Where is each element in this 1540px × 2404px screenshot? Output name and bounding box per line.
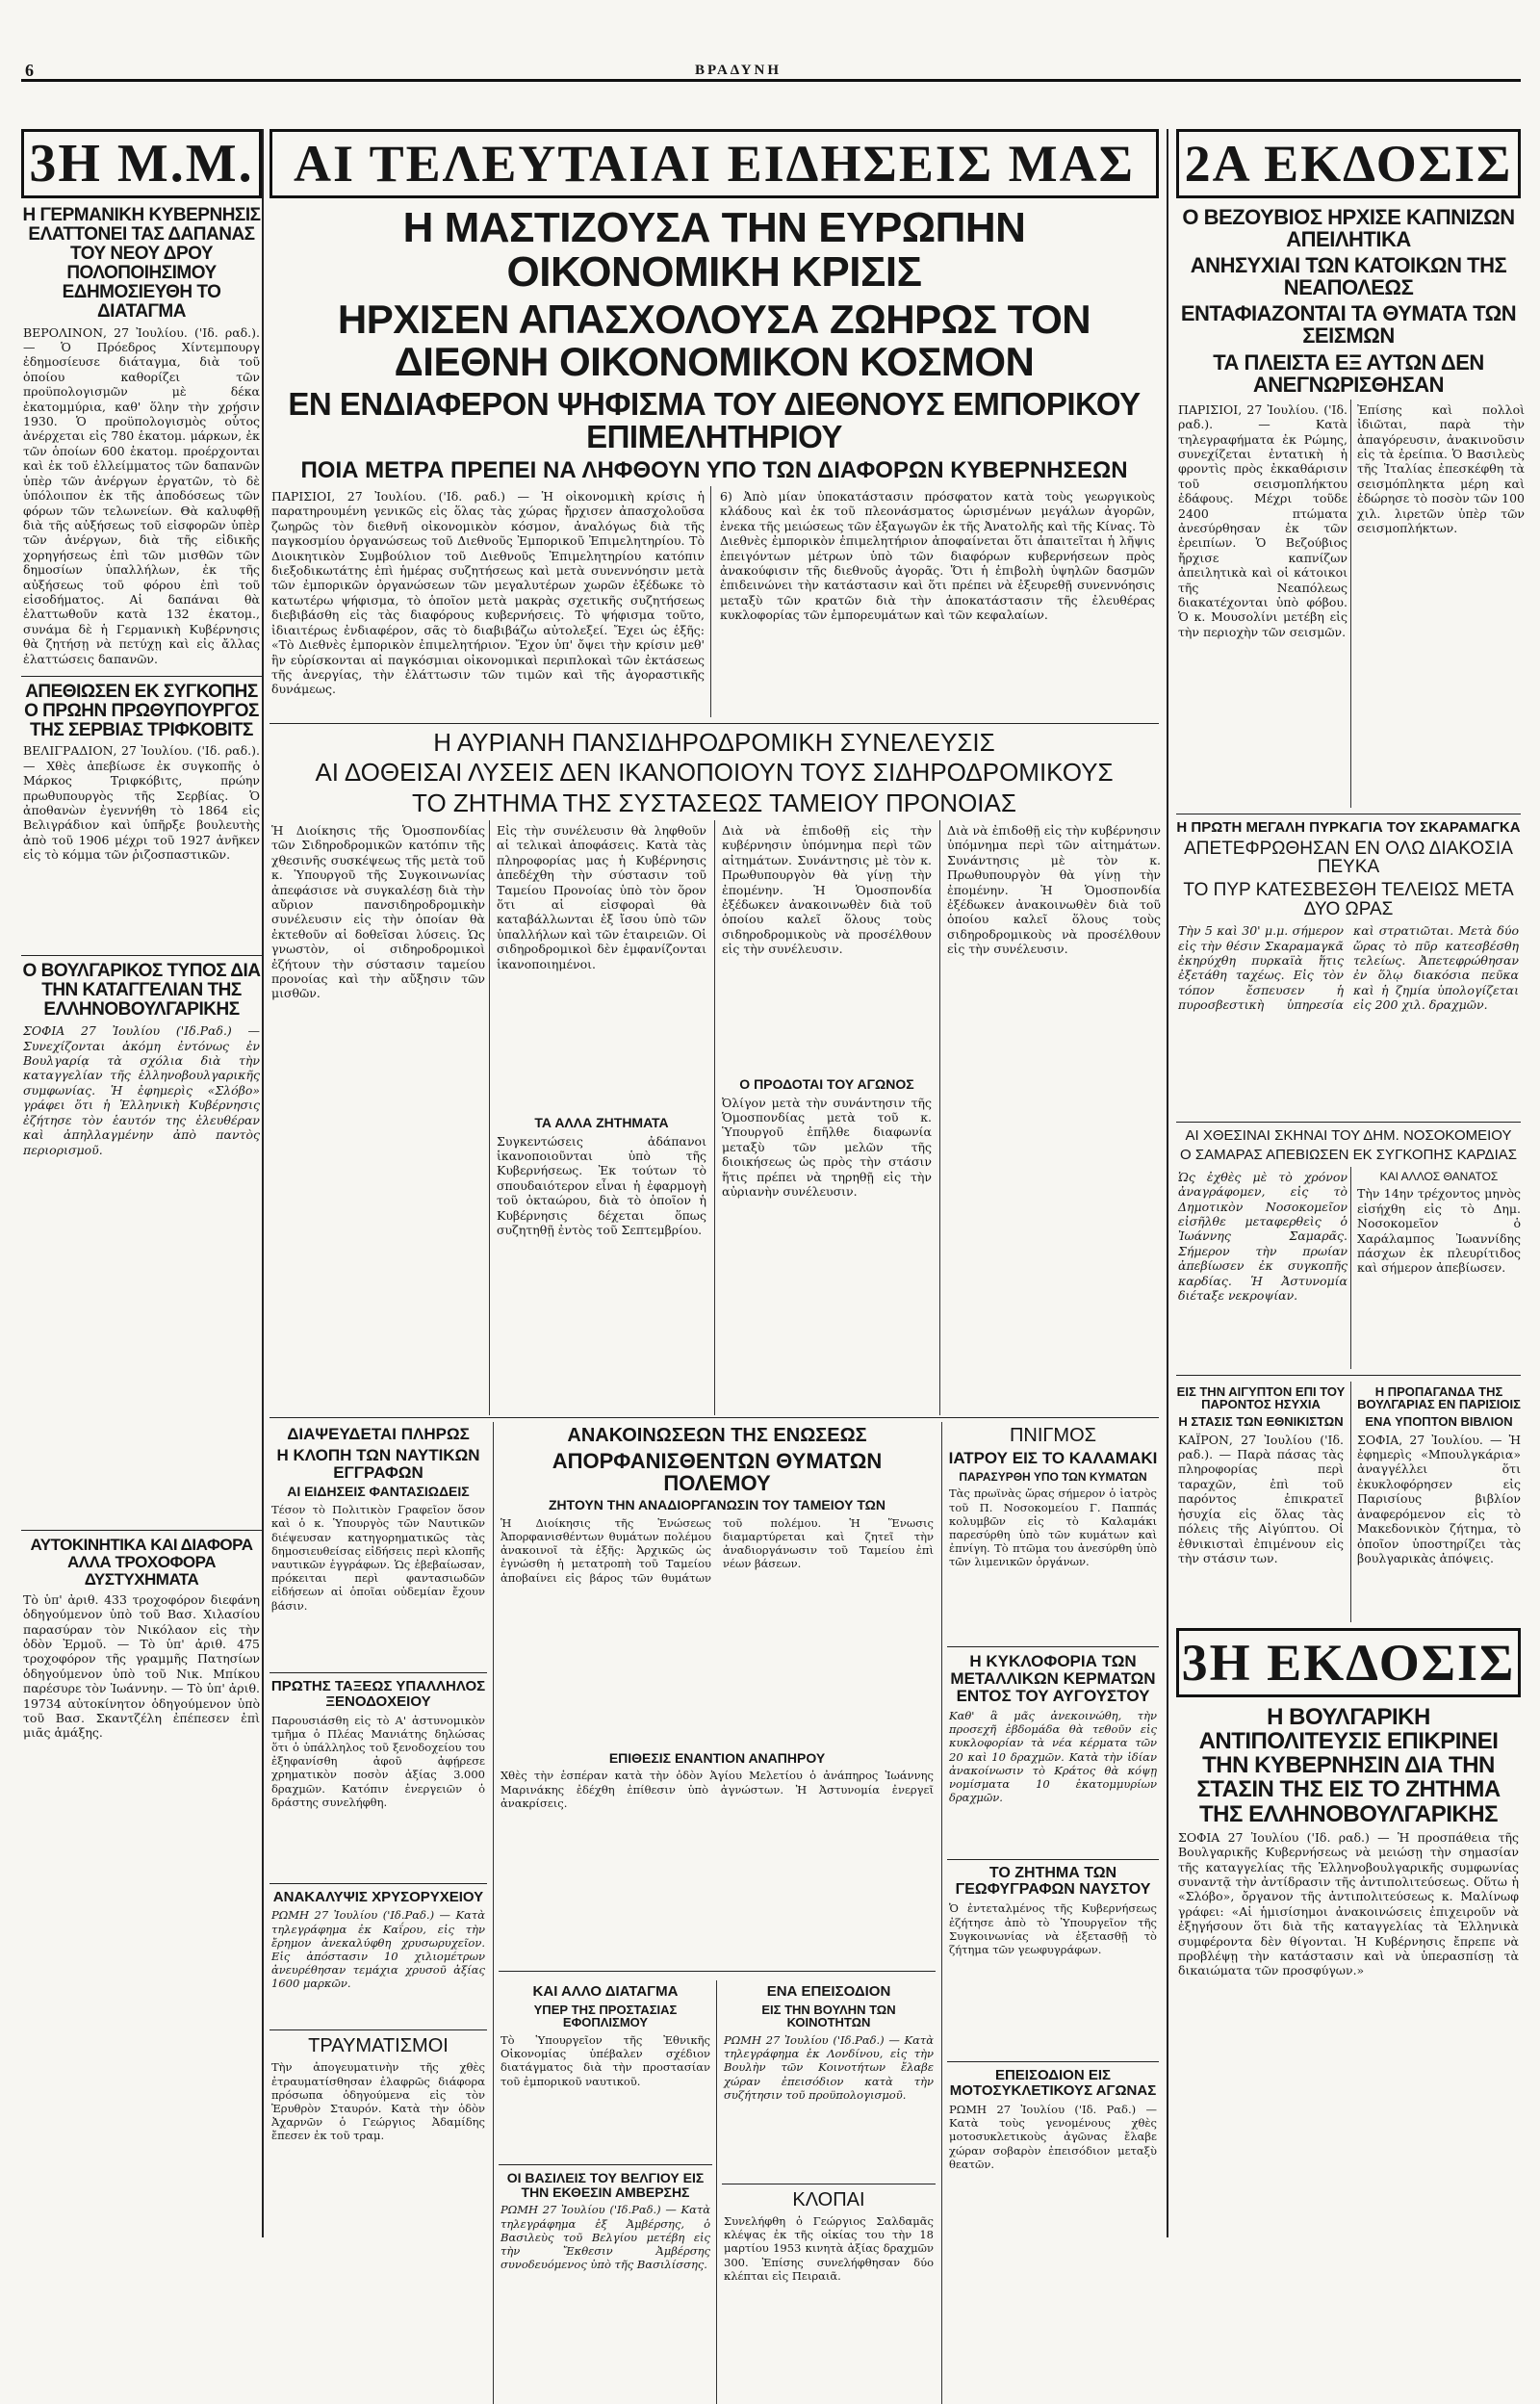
article-body: 6) Ἀπὸ μίαν ὑποκατάστασιν πρόσφατον κατὰ τοὺς γεωργικοὺς κλάδους καὶ ἐκ τοῦ πλεονάσματος ὡρισμένων μεγάλων ἀγορῶν, ἐνεκα τῆς μειώσεως τῶν ἐξαγωγῶν ἐκ τῆς Ἀνατολῆς καὶ τῆς Κίνας. Τὸ Διεθνὲς ἐμπορικὸν ἐπιμελητήριον ἀποφαίνεται ὅτι ἀπαιτεῖται ἡ λῆψις ἐπειγόντων μέτρων ὑπὸ τῶν διαφόρων κυβερνήσεων πρὸς ἀνακούφισιν τῆς διεθνοῦς ἀγορᾶς. Ὅτι ἡ ἐπιβολὴ ὑψηλῶν δασμῶν ἐπιδεινώνει τὴν κατάστασιν καὶ ὅτι πρέπει νὰ ἐξευρεθῇ συνεννόησις μεταξὺ τῶν κρατῶν διὰ τὴν ἀποκατάστασιν τῆς ἐλευθέρας κυκλοφορίας τῶν ἐμπορευμάτων καὶ τῶν κεφαλαίων. [720,489,1155,623]
divider [1350,1167,1351,1369]
section-headline: ΑΙ ΔΟΘΕΙΣΑΙ ΛΥΣΕΙΣ ΔΕΝ ΙΚΑΝΟΠΟΙΟΥΝ ΤΟΥΣ ΣΙΔΗΡΟΔΡΟΜΙΚΟΥΣ [315,758,1114,788]
article-headline: Η ΚΛΟΠΗ ΤΩΝ ΝΑΥΤΙΚΩΝ ΕΓΓΡΑΦΩΝ [276,1445,480,1482]
article-headline: Η ΓΕΡΜΑΝΙΚΗ ΚΥΒΕΡΝΗΣΙΣ ΕΛΑΤΤΟΝΕΙ ΤΑΣ ΔΑΠΑΝΑΣ ΤΟΥ ΝΕΟΥ ΔΡΟΥ ΠΟΛΟΠΟΙΗΣΙΜΟΥ ΕΔΗΜΟΣΙΕΥΘΗ ΤΟ ΔΙΑΤΑΓΜΑ [22,205,261,322]
hospital-article [1176,1167,1521,1369]
section-headline: Η ΑΥΡΙΑΝΗ ΠΑΝΣΙΔΗΡΟΔΡΟΜΙΚΗ ΣΥΝΕΛΕΥΣΙΣ [433,728,995,758]
article-body: Τὴν 14ην τρέχοντος μηνὸς εἰσήχθη εἰς τὸ Δημ. Νοσοκομεῖον ὁ Χαράλαμπος Ἰωαννίδης πάσχων ἐκ πλευρίτιδος καὶ σήμερον ἀπεβίωσεν. [1357,1186,1521,1276]
article-body: Τὸ Ὑπουργεῖον τῆς Ἐθνικῆς Οἰκονομίας ὑπέβαλεν σχέδιον διατάγματος διὰ τὴν προστασίαν τοῦ ἐμπορικοῦ ναυτικοῦ. [500,2032,710,2088]
article-headline: Η ΠΡΩΤΗ ΜΕΓΑΛΗ ΠΥΡΚΑΓΙΑ ΤΟΥ ΣΚΑΡΑΜΑΓΚΑ [1176,818,1521,836]
article-column [947,1422,1159,2394]
article-column [270,1422,487,2394]
article-body: Διὰ νὰ ἐπιδοθῇ εἰς τὴν κυβέρνησιν ὑπόμνημα περὶ τῶν αἰτημάτων. Συνάντησις μὲ τὸν κ. Πρωθυπουργὸν θὰ γίνῃ τὴν ἐπομένην. Ἡ Ὁμοσπονδία ἐξέδωκεν ἀνακοινωθὲν διὰ τοῦ ὁποίου καλεῖ ὅλους τοὺς σιδηροδρομικοὺς νὰ προσέλθουν εἰς τὴν συνέλευσιν. [722,822,932,957]
article-column [720,820,934,1408]
article-body: ΣΟΦΙΑ 27 Ἰουλίου ('Ιδ.Ραδ.) — Συνεχίζονται ἀκόμη ἐντόνως ἐν Βουλγαρίᾳ τὰ σχόλια διὰ τὴν καταγγελίαν τῆς ἑλληνοβουλγαρικῆς συμφωνίας. Ἡ ἐφημερὶς «Σλόβο» γράφει ὅτι ἡ Ἑλληνικὴ Κυβέρνησις ἐζήτησε τὸν ἑαυτόν της ἐλευθέραν καὶ ἀπηλλαγμένην ἀπὸ παντὸς περιορισμοῦ. [23,1023,260,1157]
article-body: Συγκεντώσεις ἀδάπανοι ἱκανοποιοῦνται ὑπὸ τῆς Κυβερνήσεως. Ἐκ τούτων τὸ σπουδαιότερον εἶναι ἡ ἐφαρμογὴ τοῦ ὀκταώρου, διὰ τὸ ὁποῖον ἡ Κυβέρνησις δέχεται ὅπως συζητηθῇ ἐντὸς τοῦ Σεπτεμβρίου. [497,1133,706,1238]
article-headline: ΑΠΟΡΦΑΝΙΣΘΕΝΤΩΝ ΘΥΜΑΤΩΝ ΠΟΛΕΜΟΥ [552,1448,883,1496]
divider [493,1422,494,2404]
article-body: ΚΑΪΡΟΝ, 27 Ἰουλίου ('Ιδ. ραδ.). — Παρὰ πάσας τὰς πληροφορίας περὶ ταραχῶν, ἐπὶ τοῦ παρόντος ἐπικρατεῖ ἡσυχία εἰς ὅλας τὰς πόλεις τῆς Αἰγύπτου. Οἱ ἐθνικισταὶ ἐπιμένουν εἰς τὴν στάσιν των. [1178,1432,1344,1565]
article-headline: ΤΑ ΠΛΕΙΣΤΑ ΕΞ ΑΥΤΩΝ ΔΕΝ ΑΝΕΓΝΩΡΙΣΘΗΣΑΝ [1213,349,1484,397]
article-headline: ΕΝΤΑΦΙΑΖΟΝΤΑΙ ΤΑ ΘΥΜΑΤΑ ΤΩΝ ΣΕΙΣΜΩΝ [1180,301,1517,349]
divider [270,1672,487,1673]
article-subhead: ΕΠΙΘΕΣΙΣ ΕΝΑΝΤΙΟΝ ΑΝΑΠΗΡΟΥ [608,1749,826,1766]
article-headline: ΔΙΑΨΕΥΔΕΤΑΙ ΠΛΗΡΩΣ [287,1424,470,1443]
divider [1176,1375,1521,1376]
article-body: ΡΩΜΗ 27 Ἰουλίου ('Ιδ.Ραδ.) — Κατὰ τηλεγράφημα ἐκ Λονδίνου, εἰς τὴν Βουλὴν τῶν Κοινοτήτων ἔλαβε χώραν ἐπεισόδιον κατὰ τὴν συζήτησιν τοῦ προϋπολογισμοῦ. [724,2032,934,2102]
article-body: ΒΕΡΟΛΙΝΟΝ, 27 Ἰουλίου. ('Ιδ. ραδ.). — Ὁ Πρόεδρος Χίντεμπουργ ἐδημοσίευσε διάταγμα, διὰ τοῦ ὁποίου καθορίζει τῶν προϋπολογισμῶν μὲ δέκα ἐκατομμύρια, καθ' ὅλην τὴν χρήσιν 1930. Ὁ προϋπολογισμὸς οὗτος ἀνέρχεται εἰς 780 ἑκατομ. μάρκων, ἐκ τῶν ὁποίων 600 ἑκατομ. προέρχονται καὶ ἐκ τοῦ ἐλλείμματος τῶν δαπανῶν ὑπὲρ τῶν ἀνέργων ἐργατῶν, τὸ δὲ ὑπόλοιπον ἐκ τῆς ἀποδόσεως τῶν φόρων τῶν τελωνείων. Θὰ καλυφθῇ διὰ τῆς αὐξήσεως τοῦ εἰσφορῶν ὑπὲρ τῶν ἀνέργων, διὰ τῆς εἰδικῆς χορηγήσεως ἐπὶ τῶν μισθῶν τῶν δημοσίων ὑπαλλήλων, ἐκ τῆς αὐξήσεως τοῦ φόρου ἐπὶ τοῦ εἰσοδήματος. Αἱ δαπάναι θὰ ἐλαττωθοῦν κατὰ 132 ἑκατομ., συνάμα δὲ ἡ Γερμανικὴ Κυβέρνησις θὰ ζητήσῃ νὰ πετύχῃ καὶ εἰς ἄλλας ἐλαττώσεις δαπανῶν. [23,324,260,666]
divider [21,1530,262,1531]
edition-box: 3Η Μ.Μ. [21,129,262,198]
divider [714,820,715,1415]
article-headline: ΠΡΩΤΗΣ ΤΑΞΕΩΣ ΥΠΑΛΛΗΛΟΣ ΞΕΝΟΔΟΧΕΙΟΥ [270,1678,486,1710]
article-body: Εἰς τὴν συνέλευσιν θὰ ληφθοῦν αἱ τελικαὶ ἀποφάσεις. Κατὰ τὰς πληροφορίας μας ἡ Κυβέρνησις ἀπεδέχθη τὴν σύστασιν τοῦ Ταμείου Προνοίας ὑπὸ τὸν ὅρον ὅτι αἱ εἰσφοραὶ θὰ καταβάλλωνται ἐξ ἴσου ὑπὸ τῶν ὑπαλλήλων καὶ τῶν ἑταιρειῶν. Οἱ σιδηροδρομικοὶ δὲν ἐμφανίζονται ἱκανοποιημένοι. [497,822,706,971]
article-body: ΡΩΜΗ 27 Ἰουλίου ('Ιδ. Ραδ.) — Κατὰ τοὺς γενομένους χθὲς μοτοσυκλετικοὺς ἀγῶνας ἔλαβε χώραν σοβαρὸν ἐπεισόδιον μεταξὺ θεατῶν. [949,2102,1157,2171]
center-column [270,129,1161,2283]
article-subhead: ΤΑ ΑΛΛΑ ΖΗΤΗΜΑΤΑ [534,1114,669,1130]
divider [710,486,711,717]
article-body: ΡΩΜΗ 27 Ἰουλίου ('Ιδ.Ραδ.) — Κατὰ τηλεγράφημα ἐξ Ἀμβέρσης, ὁ Βασιλεὺς τοῦ Βελγίου μετέβη εἰς τὴν Ἔκθεσιν Ἀμβέρσης συνοδευόμενος ὑπὸ τῆς Βασιλίσσης. [500,2203,710,2272]
article-body: Ὀλίγον μετὰ τὴν συνάντησιν τῆς Ὁμοσπονδίας μετὰ τοῦ κ. Ὑπουργοῦ ἐπῆλθε διαφωνία μεταξὺ τῶν μελῶν τῆς διοικήσεως ὡς πρὸς τὴν στάσιν ἥτις πρέπει νὰ τηρηθῇ εἰς τὴν αὐριανὴν συνέλευσιν. [722,1095,932,1200]
article-column [499,1980,712,2394]
short-news-block [1176,1382,1521,1622]
article-headline: ΑΝΑΚΟΙΝΩΣΕΩΝ ΤΗΣ ΕΝΩΣΕΩΣ [567,1424,867,1446]
divider [1350,1382,1351,1622]
article-body: Ἐπίσης καὶ πολλοὶ ἰδιῶται, παρὰ τὴν ἀπαγόρευσιν, ἀνακινοῦσιν εἰς τὰ ἐρείπια. Ὁ Βασιλεὺς τῆς Ἰταλίας ἐπεσκέφθη τὰ σεισμόπληκτα μέρη καὶ ἐδώρησε τὸ ποσὸν τῶν 100 χιλ. λιρετῶν ὑπὲρ τῶν σεισμοπλήκτων. [1357,401,1525,535]
article-headline: ΑΝΑΚΑΛΥΨΙΣ ΧΡΥΣΟΡΥΧΕΙΟΥ [272,1888,484,1905]
article-headline: ΚΑΙ ΑΛΛΟ ΔΙΑΤΑΓΜΑ [532,1982,679,2000]
article-subhead: ΕΝΑ ΥΠΟΠΤΟΝ ΒΙΒΛΙΟΝ [1365,1414,1513,1430]
masthead [21,61,1521,99]
article-headline: ΚΛΟΠΑΙ [792,2188,865,2210]
article-headline: Ο ΣΑΜΑΡΑΣ ΑΠΕΒΙΩΣΕΝ ΕΚ ΣΥΓΚΟΠΗΣ ΚΑΡΔΙΑΣ [1179,1147,1518,1163]
article-subhead: Η ΣΤΑΣΙΣ ΤΩΝ ΕΘΝΙΚΙΣΤΩΝ [1178,1414,1344,1430]
vesuvius-article [1176,400,1525,808]
article-headline: ΤΟ ΖΗΤΗΜΑ ΤΩΝ ΓΕΩΦΥΓΡΑΦΩΝ ΝΑΥΣΤΟΥ [955,1864,1151,1898]
divider [489,820,490,1415]
article-headline: Η ΠΡΟΠΑΓΑΝΔΑ ΤΗΣ ΒΟΥΛΓΑΡΙΑΣ ΕΝ ΠΑΡΙΣΙΟΙΣ [1357,1383,1521,1412]
article-body: Τὴν ἀπογευματινὴν τῆς χθὲς ἐτραυματίσθησαν ἐλαφρῶς διάφορα πρόσωπα ὁδηγούμενα εἰς τὸν Ἐρυθρὸν Σταυρόν. Κατὰ τὴν ὁδὸν Ἀχαρνῶν ὁ Γεώργιος Ἀδαμίδης ἔπεσεν ἐκ τοῦ τραμ. [271,2060,485,2143]
article-body: ΠΑΡΙΣΙΟΙ, 27 Ἰουλίου. ('Ιδ. ραδ.). — Κατὰ τηλεγραφήματα ἐκ Ρώμης, συνεχίζεται ἐντατικὴ ἡ φροντὶς πρὸς ἐκκαθάρισιν τοῦ σεισμοπλήκτου ἐδάφους. Μέχρι τοῦδε 2400 πτώματα ἀνεσύρθησαν ἐκ τῶν ἐρειπίων. Ὁ Βεζούβιος ἤρχισε καπνίζων ἀπειλητικὰ καὶ οἱ κάτοικοι τῆς Νεαπόλεως διακατέχονται ὑπὸ φόβου. Ὁ κ. Μουσολίνι μετέβη εἰς τὴν περιοχὴν τῶν σεισμῶν. [1178,401,1348,639]
edition-box: 2Α ΕΚΔΟΣΙΣ [1176,129,1521,198]
article-subhead: ΖΗΤΟΥΝ ΤΗΝ ΑΝΑΔΙΟΡΓΑΝΩΣΙΝ ΤΟΥ ΤΑΜΕΙΟΥ ΤΩΝ [549,1497,886,1513]
lead-subheadline: ΗΡΧΙΣΕΝ ΑΠΑΣΧΟΛΟΥΣΑ ΖΩΗΡΩΣ ΤΟΝ ΔΙΕΘΝΗ ΟΙΚΟΝΟΜΙΚΟΝ ΚΟΣΜΟΝ [337,297,1091,385]
railway-article [270,820,1159,1415]
left-column [21,129,264,2237]
article-headline: Η ΒΟΥΛΓΑΡΙΚΗ ΑΝΤΙΠΟΛΙΤΕΥΣΙΣ ΕΠΙΚΡΙΝΕΙ ΤΗΝ ΚΥΒΕΡΝΗΣΙΝ ΔΙΑ ΤΗΝ ΣΤΑΣΙΝ ΤΗΣ ΕΙΣ ΤΟ ΖΗΤΗΜΑ ΤΗΣ ΕΛΛΗΝΟΒΟΥΛΓΑΡΙΚΗΣ [1196,1703,1501,1827]
article-headline: ΤΡΑΥΜΑΤΙΣΜΟΙ [308,2035,449,2057]
article-headline: ΕΝΑ ΕΠΕΙΣΟΔΙΟΝ [766,1982,891,2000]
article-body: Τὴν 5 καὶ 30' μ.μ. σήμερον εἰς τὴν θέσιν Σκαραμαγκᾶ ἐκηρύχθη πυρκαϊὰ ἥτις ἐξετάθη ταχέως. Εἰς τὸν τόπον ἔσπευσεν ἡ πυροσβεστικὴ ὑπηρεσία καὶ στρατιῶται. Μετὰ δύο ὥρας τὸ πῦρ κατεσβέσθη τελείως. Ἀπετεφρώθησαν ἐν ὅλῳ διακόσια πεῦκα καὶ ἡ ζημία ὑπολογίζεται εἰς 200 χιλ. δραχμῶν. [1178,923,1519,1013]
article-headline: ΤΟ ΠΥΡ ΚΑΤΕΣΒΕΣΘΗ ΤΕΛΕΙΩΣ ΜΕΤΑ ΔΥΟ ΩΡΑΣ [1183,880,1514,920]
section-headline: ΤΟ ΖΗΤΗΜΑ ΤΗΣ ΣΥΣΤΑΣΕΩΣ ΤΑΜΕΙΟΥ ΠΡΟΝΟΙΑΣ [412,788,1016,817]
lead-article [270,486,1159,717]
article-subhead: ΠΑΡΑΣΥΡΘΗ ΥΠΟ ΤΩΝ ΚΥΜΑΤΩΝ [959,1469,1147,1484]
article-body: ΣΟΦΙΑ, 27 Ἰουλίου. — Ἡ ἐφημερὶς «Μπουλγκάρια» ἀναγγέλλει ὅτι ἐκυκλοφόρησεν εἰς Παρισίους βιβλίον ἀναφερόμενον εἰς τὸ Μακεδονικὸν ζήτημα, τὸ ὁποῖον ὑποστηρίζει τὰς βουλγαρικὰς ἀπόψεις. [1357,1432,1521,1565]
article-body: Χθὲς τὴν ἑσπέραν κατὰ τὴν ὁδὸν Ἀγίου Μελετίου ὁ ἀνάπηρος Ἰωάννης Μαρινάκης ἐδέχθη ἐπίθεσιν ὑπὸ ἀγνώστων. Ἡ Ἀστυνομία ἐνεργεῖ ἀνακρίσεις. [500,1769,934,1810]
divider [270,723,1159,724]
lead-subheadline: ΕΝ ΕΝΔΙΑΦΕΡΟΝ ΨΗΦΙΣΜΑ ΤΟΥ ΔΙΕΘΝΟΥΣ ΕΜΠΟΡΙΚΟΥ ΕΠΙΜΕΛΗΤΗΡΙΟΥ [288,385,1141,455]
lead-headline: Η ΜΑΣΤΙΖΟΥΣΑ ΤΗΝ ΕΥΡΩΠΗΝ ΟΙΚΟΝΟΜΙΚΗ ΚΡΙΣΙΣ [402,204,1026,297]
article-body: Καθ' ἃ μᾶς ἀνεκοινώθη, τὴν προσεχῆ ἐβδομάδα θὰ τεθοῦν εἰς κυκλοφορίαν τὰ νέα κέρματα τῶν 20 καὶ 10 δραχμῶν. Κατὰ τὴν ἰδίαν ἀνακοίνωσιν τὸ Κράτος θὰ κόψῃ νομίσματα 10 ἑκατομμυρίων δραχμῶν. [949,1708,1157,1805]
article-headline: ΠΝΙΓΜΟΣ [1009,1424,1097,1446]
divider [939,820,940,1415]
article-body: Τὸ ὑπ' ἀριθ. 433 τροχοφόρον διεφάνη ὁδηγούμενον ὑπὸ τοῦ Βασ. Χιλασίου παρασύραν τὸν Νικόλαον εἰς τὴν ὁδὸν Ἐρμοῦ. — Τὸ ὑπ' ἀριθ. 475 τροχοφόρον τῆς γραμμῆς Πατησίων ὁδηγούμενον ὑπὸ τοῦ Νικ. Μπίκου παρέσυρε τὸν Ἰωάννην. — Τὸ ὑπ' ἀριθ. 19734 αὐτοκίνητον ὁδηγούμενον ὑπὸ τοῦ Βασ. Σκαντζέλη ἐπέπεσεν ἐπὶ μιᾶς ἁμάξης. [23,1591,260,1741]
article-headline: Ο ΒΕΖΟΥΒΙΟΣ ΗΡΧΙΣΕ ΚΑΠΝΙΖΩΝ ΑΠΕΙΛΗΤΙΚΑ [1182,205,1515,252]
article-column [495,820,708,1408]
divider [947,2061,1159,2062]
article-headline: ΙΑΤΡΟΥ ΕΙΣ ΤΟ ΚΑΛΑΜΑΚΙ [948,1448,1158,1467]
article-body: Τέσον τὸ Πολιτικὸν Γραφεῖον ὅσον καὶ ὁ κ. Ὑπουργὸς τῶν Ναυτικῶν διέψευσαν κατηγορηματικῶς τὰς δημοσιευθείσας εἰδήσεις περὶ κλοπῆς ναυτικῶν ἐγγράφων. Ὡς ἐβεβαίωσαν, πρόκειται περὶ φαντασιωδῶν εἰδήσεων αἱ ὁποῖαι οὐδεμίαν ἔχουν βάσιν. [271,1503,485,1613]
divider [21,955,262,956]
article-body: Διὰ νὰ ἐπιδοθῇ εἰς τὴν κυβέρνησιν ὑπόμνημα περὶ τῶν αἰτημάτων. Συνάντησις μὲ τὸν κ. Πρωθυπουργὸν θὰ γίνῃ τὴν ἐπομένην. Ἡ Ὁμοσπονδία ἐξέδωκεν ἀνακοινωθὲν διὰ τοῦ ὁποίου καλεῖ ὅλους τοὺς σιδηροδρομικοὺς νὰ προσέλθουν εἰς τὴν συνέλευσιν. [947,822,1161,957]
article-body: Ὁ ἐντεταλμένος τῆς Κυβερνήσεως ἐζήτησε ἀπὸ τὸ Ὑπουργεῖον τῆς Συγκοινωνίας νὰ ἐξετασθῇ τὸ ζήτημα τῶν γεωφυγράφων. [949,1901,1157,1957]
center-lower-block [270,1422,1159,2404]
article-headline: ΕΠΕΙΣΟΔΙΟΝ ΕΙΣ ΜΟΤΟΣΥΚΛΕΤΙΚΟΥΣ ΑΓΩΝΑΣ [949,2067,1157,2100]
article-column [722,1980,936,2394]
divider [1350,400,1351,808]
edition-box: 3Η ΕΚΔΟΣΙΣ [1176,1628,1521,1697]
page-columns [21,129,1525,2283]
article-headline: Η ΚΥΚΛΟΦΟΡΙΑ ΤΩΝ ΜΕΤΑΛΛΙΚΩΝ ΚΕΡΜΑΤΩΝ ΕΝΤΟΣ ΤΟΥ ΑΥΓΟΥΣΤΟΥ [950,1652,1156,1706]
masthead-title: ΒΡΑΔΥΝΗ [695,63,783,78]
divider [716,1980,717,2404]
article-subhead: ΚΑΙ ΑΛΛΟΣ ΘΑΝΑΤΟΣ [1379,1169,1499,1183]
divider [21,676,262,677]
divider [941,1422,942,2404]
divider [270,1883,487,1884]
article-body: ΡΩΜΗ 27 Ἰουλίου ('Ιδ.Ραδ.) — Κατὰ τηλεγράφημα ἐκ Καΐρου, εἰς τὴν ἔρημον ἀνεκαλύφθη χρυσωρυχεῖον. Εἰς ἀπόστασιν 10 χιλιομέτρων ἀνευρέθησαν τεμάχια χρυσοῦ ἀξίας 1600 μαρκῶν. [271,1908,485,1991]
article-column [1355,1167,1523,1365]
divider [270,2029,487,2030]
lead-subheadline: ΠΟΙΑ ΜΕΤΡΑ ΠΡΕΠΕΙ ΝΑ ΛΗΦΘΟΥΝ ΥΠΟ ΤΩΝ ΔΙΑΦΟΡΩΝ ΚΥΒΕΡΝΗΣΕΩΝ [300,456,1128,483]
divider [947,1646,1159,1647]
article-body: Παρουσιάσθη εἰς τὸ Α' ἀστυνομικὸν τμῆμα ὁ Πλέας Μανιάτης δηλώσας ὅτι ὁ ὑπάλληλος τοῦ ξενοδοχείου του ἐξηφανίσθη ἀφοῦ ἀφῄρεσε χρηματικὸν ποσὸν ἀξίας 3.000 δραχμῶν. Κατόπιν ἐνεργειῶν ὁ δράστης συνελήφθη. [271,1713,485,1809]
article-column [499,1422,936,1961]
article-body: Ἡ Διοίκησις τῆς Ἑνώσεως Ἀπορφανισθέντων θυμάτων πολέμου ἀνακοινοῖ τὰ ἑξῆς: Ἀρχικῶς ὡς ἐγνώσθη ἡ μετατροπὴ τοῦ Ταμείου ἀποβαίνει εἰς βάρος τῶν θυμάτων τοῦ πολέμου. Ἡ Ἕνωσις διαμαρτύρεται καὶ ζητεῖ τὴν ἀναδιοργάνωσιν τοῦ Ταμείου ἐπὶ νέων βάσεων. [500,1515,934,1585]
page-number: 6 [25,61,34,80]
article-column [1355,1382,1523,1618]
article-headline: ΑΠΕΘΙΩΣΕΝ ΕΚ ΣΥΓΚΟΠΗΣ Ο ΠΡΩΗΝ ΠΡΩΘΥΠΟΥΡΓΟΣ ΤΗΣ ΣΕΡΒΙΑΣ ΤΡΙΦΚΟΒΙΤΣ [24,681,259,740]
article-subhead: Ο ΠΡΟΔΟΤΑΙ ΤΟΥ ΑΓΩΝΟΣ [739,1075,914,1092]
article-headline: Ο ΒΟΥΛΓΑΡΙΚΟΣ ΤΥΠΟΣ ΔΙΑ ΤΗΝ ΚΑΤΑΓΓΕΛΙΑΝ ΤΗΣ ΕΛΛΗΝΟΒΟΥΛΓΑΡΙΚΗΣ [22,961,261,1021]
article-column [1176,1382,1346,1618]
article-headline: ΑΥΤΟΚΙΝΗΤΙΚΑ ΚΑΙ ΔΙΑΦΟΡΑ ΑΛΛΑ ΤΡΟΧΟΦΟΡΑ ΔΥΣΤΥΧΗΜΑΤΑ [30,1536,253,1589]
article-headline: ΕΙΣ ΤΗΝ ΑΙΓΥΠΤΟΝ ΕΠΙ ΤΟΥ ΠΑΡΟΝΤΟΣ ΗΣΥΧΙΑ [1176,1383,1346,1412]
divider [1176,1122,1521,1123]
article-subhead: ΑΙ ΕΙΔΗΣΕΙΣ ΦΑΝΤΑΣΙΩΔΕΙΣ [287,1484,470,1500]
article-headline: ΑΙ ΧΘΕΣΙΝΑΙ ΣΚΗΝΑΙ ΤΟΥ ΔΗΜ. ΝΟΣΟΚΟΜΕΙΟΥ [1185,1127,1512,1145]
article-headline: ΑΠΕΤΕΦΡΩΘΗΣΑΝ ΕΝ ΟΛΩ ΔΙΑΚΟΣΙΑ ΠΕΥΚΑ [1184,838,1513,878]
article-body: Συνελήφθη ὁ Γεώργιος Σαλδαμᾶς κλέψας ἐκ τῆς οἰκίας του τὴν 18 μαρτίου 1953 κινητὰ ἀξίας δραχμῶν 300. Ἐπίσης συνελήφθησαν δύο κλέπται εἰς Πειραιᾶ. [724,2213,934,2283]
right-column [1167,129,1525,2237]
article-body: ΒΕΛΙΓΡΑΔΙΟΝ, 27 Ἰουλίου. ('Ιδ. ραδ.). — Χθὲς ἀπεβίωσε ἐκ συγκοπῆς ὁ Μάρκος Τριφκόβιτς, πρώην πρωθυπουργὸς τῆς Σερβίας. Ὁ ἀποθανὼν ἐγεννήθη τὸ 1864 εἰς Βελιγράδιον καὶ ὑπῆρξε βουλευτὴς ἀπὸ τοῦ 1906 μέχρι τοῦ 1927 ἀνῆκεν εἰς τὸ κόμμα τῶν ῥιζοσπαστικῶν. [23,743,260,863]
divider [499,1971,936,1972]
article-body: Ὡς ἐχθὲς μὲ τὸ χρόνον ἀναγράφομεν, εἰς τὸ Δημοτικὸν Νοσοκομεῖον εἰσῆλθε μεταφερθεὶς ὁ Ἰωάννης Σαμαρᾶς. Σήμερον τὴν πρωίαν ἀπεβίωσεν ἐκ συγκοπῆς καρδίας. Ἡ Ἀστυνομία διέταξε νεκροψίαν. [1178,1169,1348,1303]
center-banner: ΑΙ ΤΕΛΕΥΤΑΙΑΙ ΕΙΔΗΣΕΙΣ ΜΑΣ [270,129,1159,198]
article-body: Τὰς πρωϊνὰς ὥρας σήμερον ὁ ἰατρὸς τοῦ Π. Νοσοκομείου Γ. Παππάς κολυμβῶν εἰς τὸ Καλαμάκι παρεσύρθη ὑπὸ τῶν κυμάτων καὶ ἐπνίγη. Τὸ πτῶμα του ἀνεσύρθη ὑπὸ τῶν λιμενικῶν ὀργάνων. [949,1486,1157,1569]
article-subhead: ΥΠΕΡ ΤΗΣ ΠΡΟΣΤΑΣΙΑΣ ΕΦΟΠΛΙΣΜΟΥ [533,2002,678,2030]
article-headline: ΟΙ ΒΑΣΙΛΕΙΣ ΤΟΥ ΒΕΛΓΙΟΥ ΕΙΣ ΤΗΝ ΕΚΘΕΣΙΝ ΑΜΒΕΡΣΗΣ [506,2169,705,2200]
article-subhead: ΕΙΣ ΤΗΝ ΒΟΥΛΗΝ ΤΩΝ ΚΟΙΝΟΤΗΤΩΝ [761,2002,896,2030]
article-body: ΣΟΦΙΑ 27 Ἰουλίου ('Ιδ. ραδ.) — Ἡ προσπάθεια τῆς Βουλγαρικῆς Κυβερνήσεως νὰ μειώσῃ τὴν σημασίαν τῆς καταγγελίας τῆς Ἑλληνοβουλγαρικῆς συμφωνίας συναντᾷ τὴν ἀντίδρασιν τῆς ἀντιπολιτεύσεως. Οὕτω ἡ «Σλόβο», ὄργανον τῆς ἀντιπολιτεύσεως κ. Μαλίνωφ γράφει: «Αἱ ἡμισίσημοι ἀνακοινώσεις ἐπιχειροῦν νὰ ἐξηγήσουν ὅτι διὰ τῆς καταγγελίας τὰ Ἑλληνικὰ συμφέροντα δὲν θίγονται. Ἡ Κυβέρνησις ἔπρεπε νὰ προβλέψῃ τὴν κατάστασιν καὶ νὰ ὑπερασπίσῃ τὰ δικαιώματα τῶν προσφύγων.» [1178,1829,1519,1978]
divider [270,1417,1159,1418]
article-headline: ΑΝΗΣΥΧΙΑΙ ΤΩΝ ΚΑΤΟΙΚΩΝ ΤΗΣ ΝΕΑΠΟΛΕΩΣ [1190,253,1507,300]
article-body: ΠΑΡΙΣΙΟΙ, 27 Ἰουλίου. ('Ιδ. ραδ.) — Ἡ οἰκονομικὴ κρίσις ἡ παρατηρουμένη γενικῶς εἰς ὅλας τὰς χώρας ἤρχισεν ἀπασχολοῦσα ζωηρῶς τὸν διεθνῆ οἰκονομικὸν κόσμον, ἀναλόγως διὰ τῆς παγκοσμίου ὀργανώσεως τοῦ Διεθνοῦς Ἐμπορικοῦ Ἐπιμελητηρίου. Τὸ Διοικητικὸν Συμβούλιον τοῦ Διεθνοῦς Ἐπιμελητηρίου κατόπιν διεξοδικωτάτης ἐπὶ ἡμέρας συζητήσεως καὶ μετὰ συνεννόησιν μετὰ τῶν ἐμπορικῶν ὀργανώσεων τῶν μεγαλυτέρων χωρῶν ἐξέδωκε τὸ κατωτέρω ψήφισμα, τὸ ὁποῖον μετὰ μακρὰς σχετικῆς συζητήσεως διεβιβάσθη εἰς τὰς διαφόρους κυβερνήσεις. Τὸ ψήφισμα τοῦτο, ἰδιαιτέρως ἐνδιαφέρον, σᾶς τὸ διαβιβάζω αὐτολεξεί. Ἔχει ὡς ἑξῆς: «Τὸ Διεθνὲς ἐμπορικὸν ἐπιμελητήριον. Ἔχον ὑπ' ὄψει τὴν κρίσιν μεθ' ἣν εὑρίσκονται αἱ παγκόσμιαι οἰκονομικαὶ περιπλοκαὶ τῶν ἐκτάσεως τῆς ἀνεργίας, τὴν ἐλάττωσιν τῶν τιμῶν καὶ τῆς ἀγοραστικῆς δυνάμεως. [271,489,705,697]
divider [499,2164,712,2165]
divider [947,1859,1159,1860]
article-body: Ἡ Διοίκησις τῆς Ὁμοσπονδίας τῶν Σιδηροδρομικῶν κατόπιν τῆς χθεσινῆς συσκέψεως τῆς μετὰ τοῦ κ. Ὑπουργοῦ τῆς Συγκοινωνίας ἀπεφάσισε νὰ συγκαλέσῃ διὰ τὴν αὔριον πανσιδηροδρομικὴν συνέλευσιν εἰς τὴν ὁποίαν θὰ ἐκτεθοῦν αἱ δοθεῖσαι λύσεις. Ὡς γνωστὸν, οἱ σιδηροδρομικοὶ ἐζήτουν τὴν σύστασιν ταμείου προνοίας καὶ τὴν αὔξησιν τῶν μισθῶν. [271,822,485,1001]
